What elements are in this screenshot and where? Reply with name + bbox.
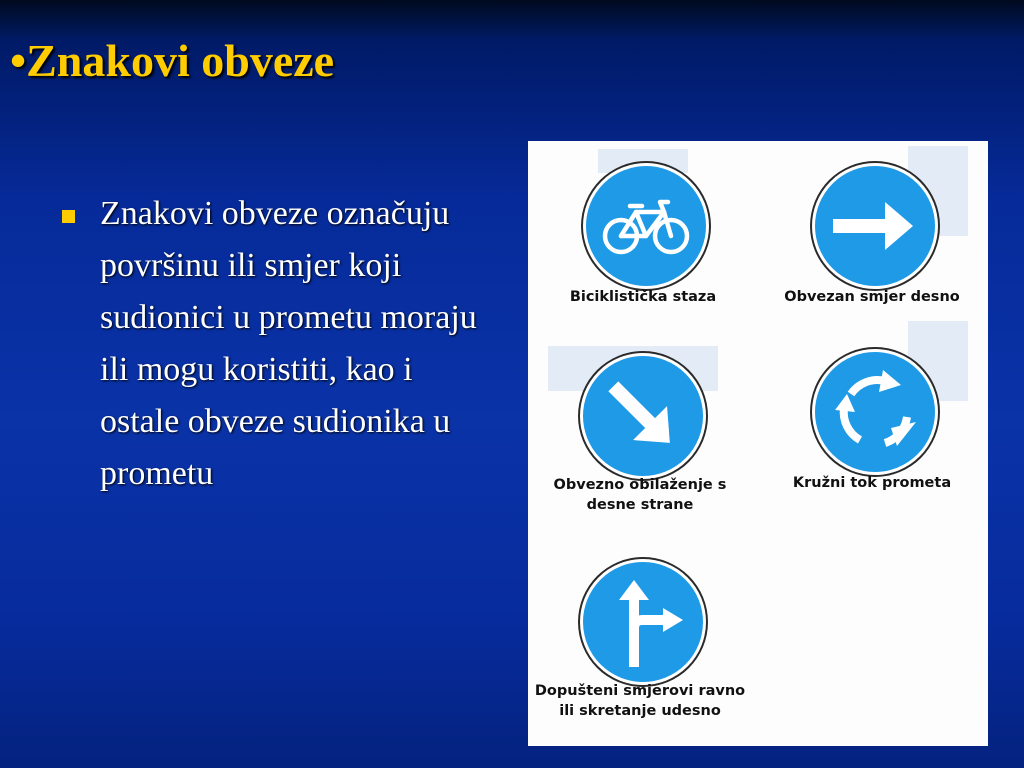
bicycle-sign xyxy=(583,163,709,289)
arrow-down-right-icon xyxy=(583,356,703,476)
sign-caption: Biciklistička staza xyxy=(569,289,717,305)
sign-caption: Obvezno obilaženje s desne strane xyxy=(553,477,727,513)
bullet-marker xyxy=(62,210,75,223)
keep-right-sign xyxy=(580,353,706,479)
roundabout-sign xyxy=(812,349,938,475)
roundabout-icon xyxy=(815,352,935,472)
straight-or-right-sign xyxy=(580,559,706,685)
sign-caption: Dopušteni smjerovi ravno ili skretanje udesno xyxy=(534,683,746,719)
bicycle-icon xyxy=(586,166,706,286)
traffic-signs-image xyxy=(528,141,988,746)
arrow-right-icon xyxy=(815,166,935,286)
sign-caption: Obvezan smjer desno xyxy=(784,289,960,305)
slide-title: •Znakovi obveze xyxy=(10,35,335,86)
straight-or-right-icon xyxy=(583,562,703,682)
mandatory-right-sign xyxy=(812,163,938,289)
sign-caption: Kružni tok prometa xyxy=(792,475,952,491)
bullet-text: Znakovi obveze označuju površinu ili smjer koji sudionici u prometu moraju ili mogu koristiti, kao i ostale obveze sudionika u prometu xyxy=(100,195,477,492)
